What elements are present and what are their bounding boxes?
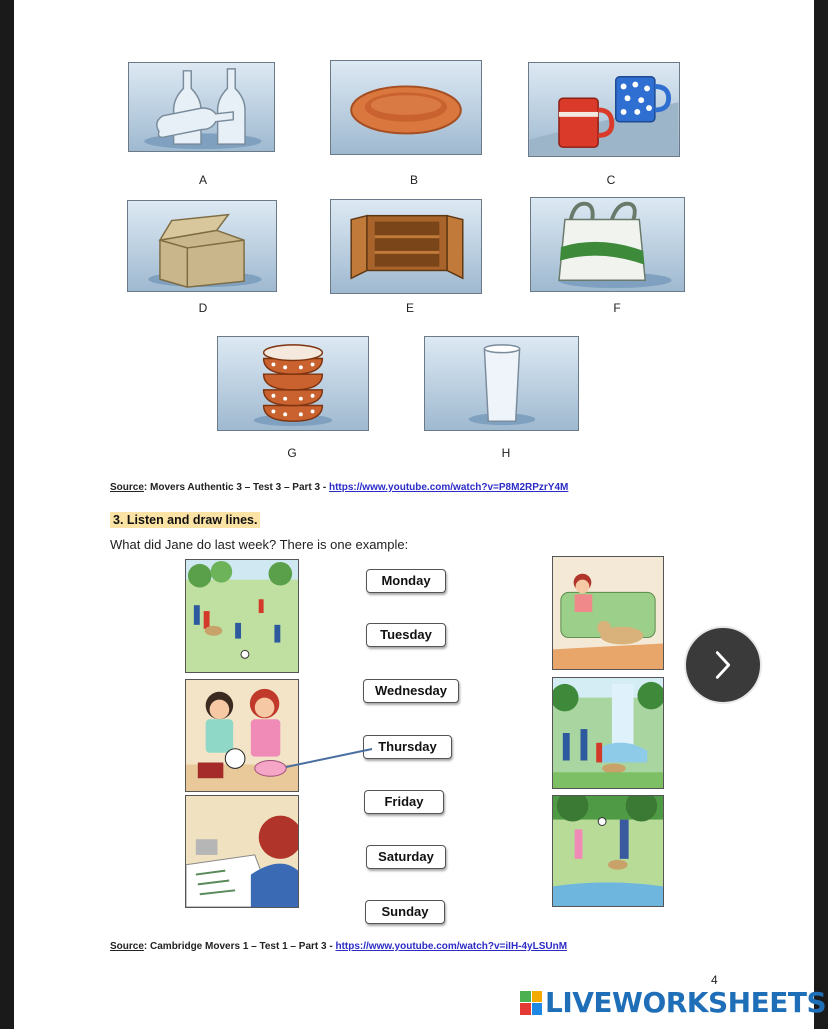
day-tuesday[interactable]: Tuesday [366, 623, 446, 647]
source-text: : Cambridge Movers 1 – Test 1 – Part 3 - [143, 941, 336, 952]
source-label: Source [110, 482, 144, 493]
letter-a: A [198, 173, 207, 187]
source-link[interactable]: https://www.youtube.com/watch?v=iIH-4yLSUnM [335, 941, 568, 952]
source-link[interactable]: https://www.youtube.com/watch?v=P8M2RPzrY4M [328, 482, 569, 493]
chevron-right-icon [686, 628, 760, 702]
park-scene-image [186, 560, 298, 672]
scene-park-river [552, 795, 664, 907]
picture-a-bottles [128, 62, 275, 152]
living-room-scene-image [553, 557, 663, 669]
letter-f: F [613, 301, 621, 315]
example-match-line [284, 740, 374, 770]
scene-park-football [185, 559, 299, 673]
scene-living-room-dog [552, 556, 664, 670]
scene-birthday-party [185, 679, 299, 792]
logo-text: LIVEWORKSHEETS [545, 986, 827, 1019]
letter-b: B [409, 173, 418, 187]
box-icon [128, 201, 276, 291]
writing-scene-image [186, 796, 298, 907]
day-wednesday[interactable]: Wednesday [363, 679, 459, 703]
glass-icon [425, 337, 578, 430]
picture-c-cups [528, 62, 680, 157]
source-text: : Movers Authentic 3 – Test 3 – Part 3 - [143, 482, 329, 493]
day-friday[interactable]: Friday [364, 790, 444, 814]
picture-e-cupboard [330, 199, 482, 294]
worksheet-page [14, 0, 827, 1029]
letter-c: C [606, 173, 616, 187]
letter-d: D [198, 301, 208, 315]
cupboard-icon [331, 200, 481, 293]
liveworksheets-logo[interactable] [520, 986, 826, 1019]
next-page-button[interactable] [684, 626, 762, 704]
bottles-icon [129, 63, 274, 151]
picture-h-glass [424, 336, 579, 431]
picture-b-plate [330, 60, 482, 155]
day-thursday[interactable]: Thursday [363, 735, 452, 759]
section-question: What did Jane do last week? There is one example: [110, 537, 409, 552]
letter-h: H [501, 446, 511, 460]
picture-g-bowls [217, 336, 369, 431]
river-scene-image [553, 796, 663, 906]
bowls-icon [218, 337, 368, 430]
cups-icon [529, 63, 679, 156]
source-line-2 [110, 941, 567, 952]
letter-g: G [287, 446, 297, 460]
picture-f-bag [530, 197, 685, 292]
day-saturday[interactable]: Saturday [366, 845, 446, 869]
bag-icon [531, 198, 684, 291]
day-sunday[interactable]: Sunday [365, 900, 445, 924]
letter-e: E [405, 301, 414, 315]
day-monday[interactable]: Monday [366, 569, 446, 593]
scene-waterfall-walk [552, 677, 664, 789]
waterfall-scene-image [553, 678, 663, 788]
plate-icon [331, 61, 481, 154]
logo-icon [520, 991, 542, 1015]
picture-d-box [127, 200, 277, 292]
source-label: Source [110, 941, 144, 952]
source-line-1 [110, 482, 568, 493]
party-scene-image [186, 680, 298, 791]
section-heading: 3. Listen and draw lines. [110, 512, 260, 528]
page-number: 4 [711, 973, 718, 987]
scene-writing-letter [185, 795, 299, 908]
